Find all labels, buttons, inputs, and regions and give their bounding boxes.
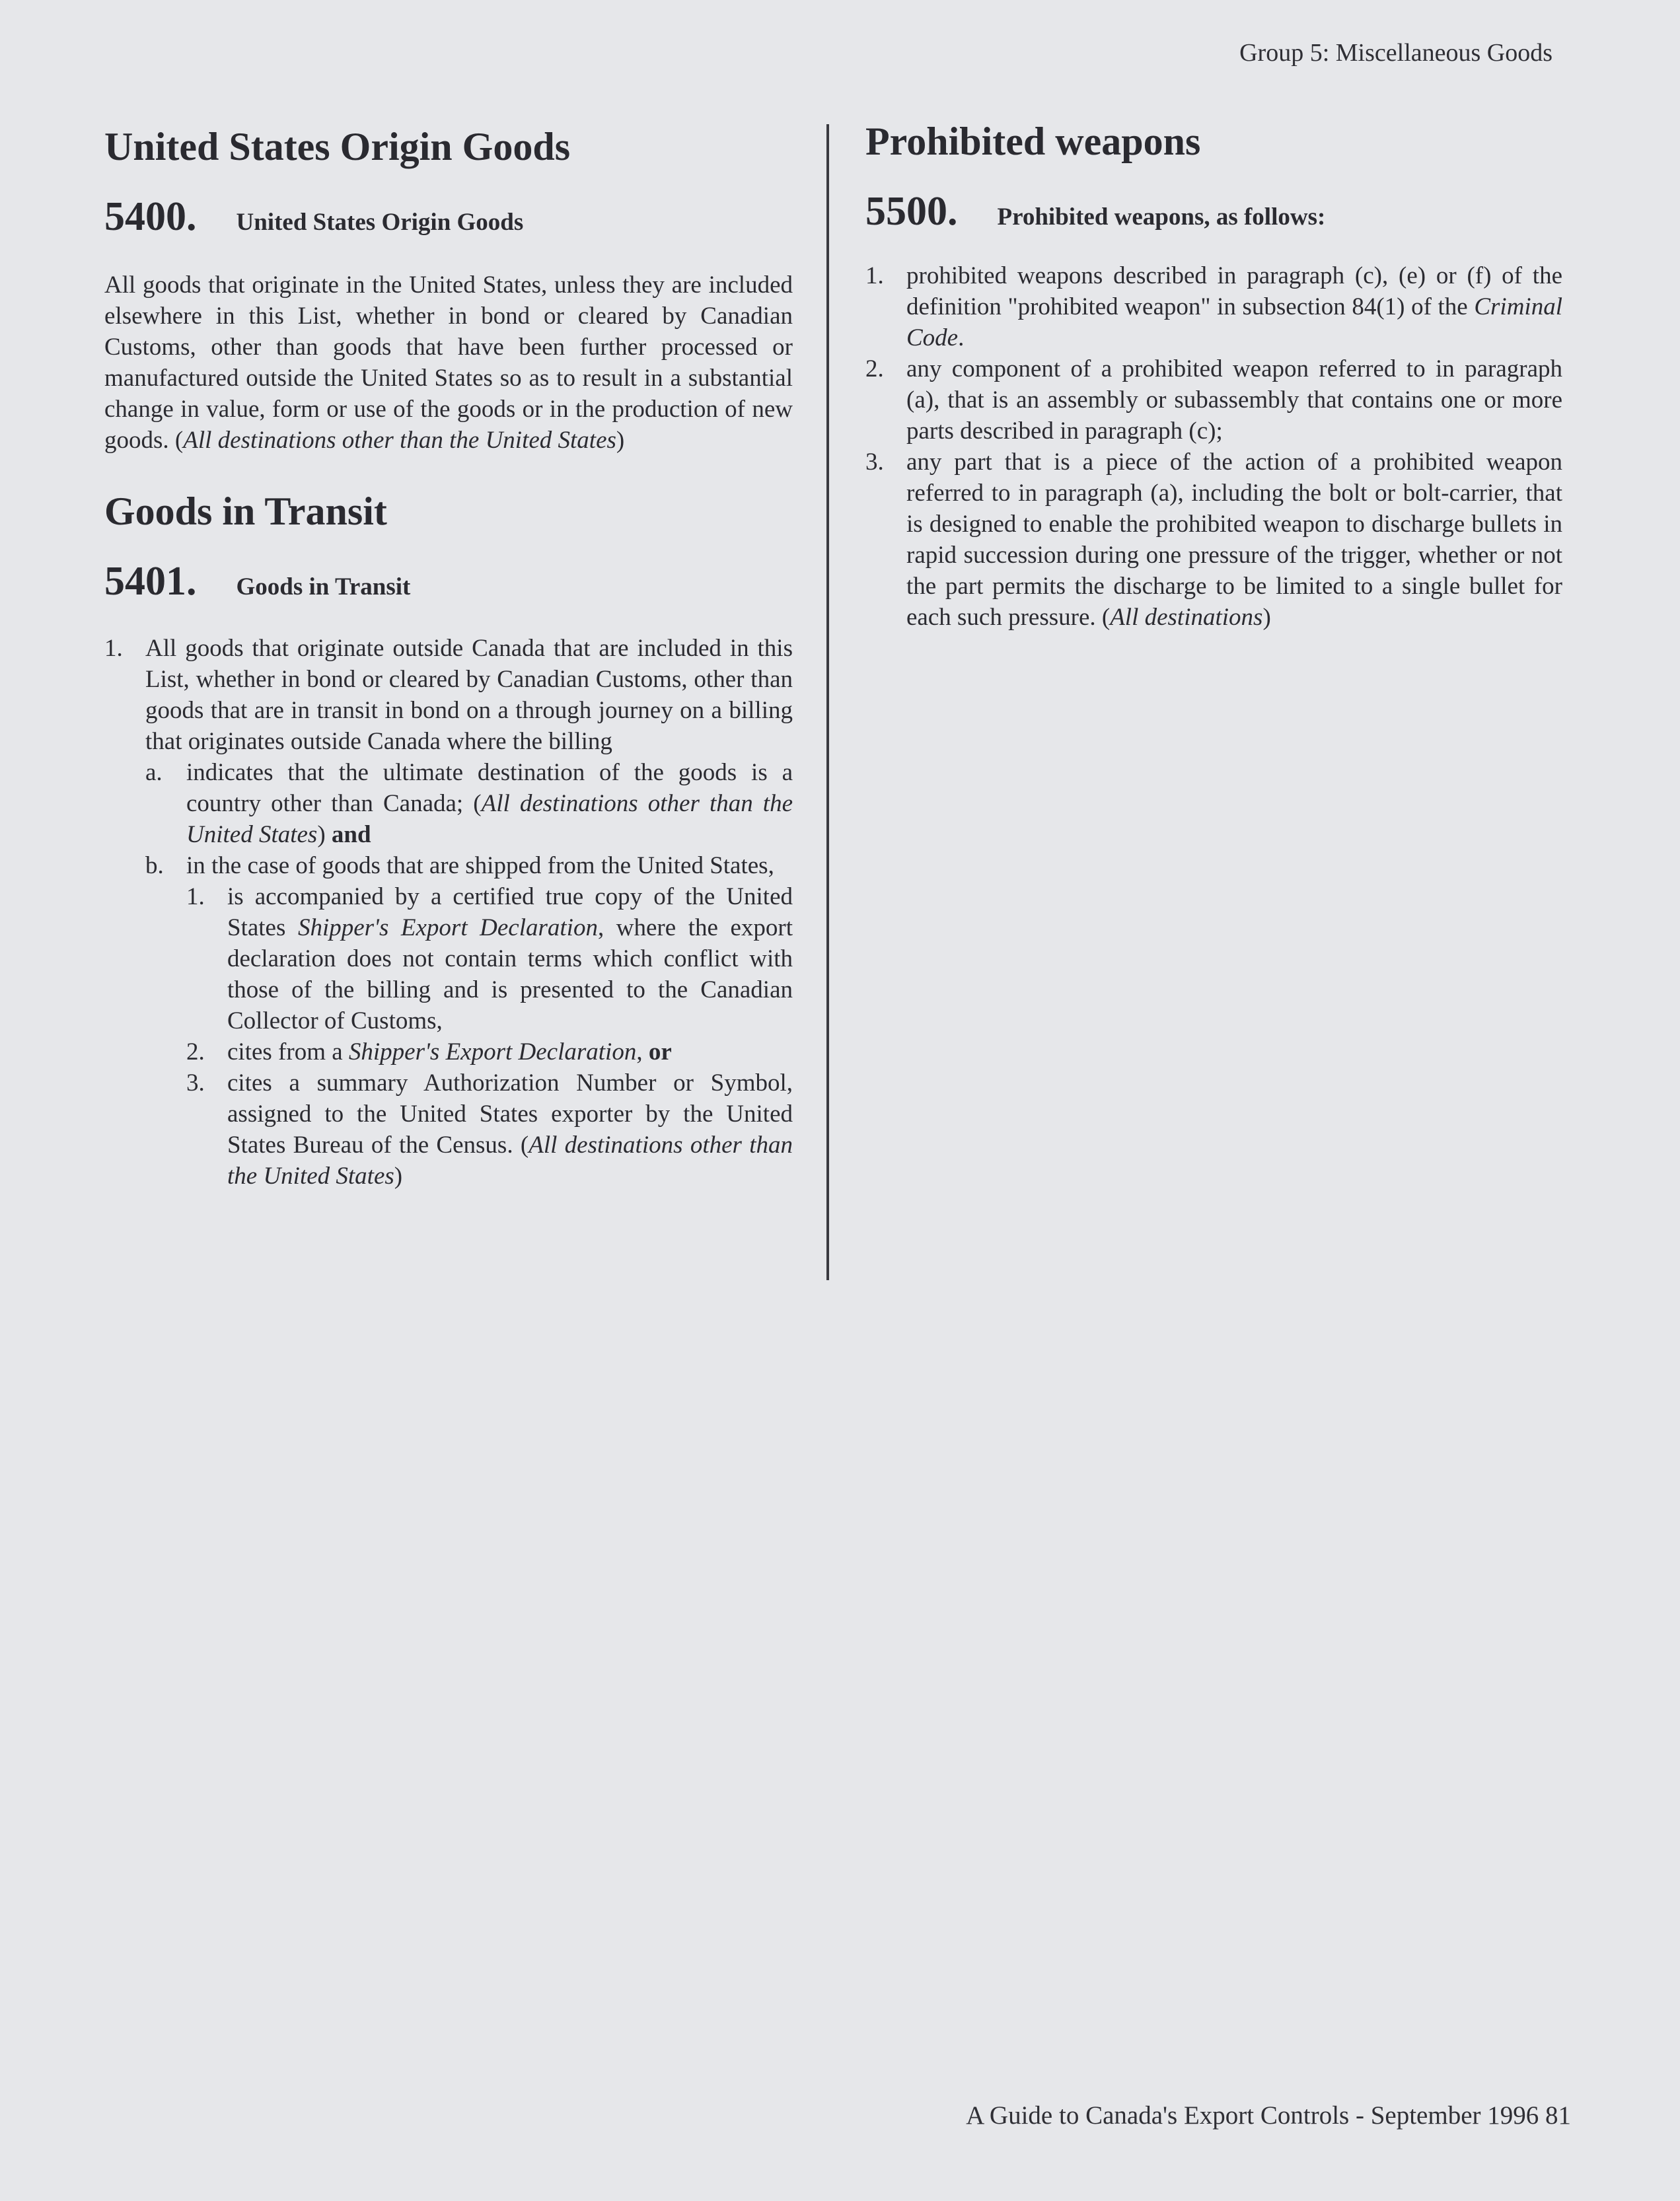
document-name: Shipper's Export Declaration (348, 1038, 637, 1065)
item-number: 1. (104, 635, 123, 662)
list-item (186, 1036, 793, 1067)
section-5500-list (865, 260, 1562, 633)
item-number: 1. (186, 883, 205, 910)
list-item (145, 757, 793, 850)
section-5400-text (104, 270, 793, 456)
paren-close: ) (394, 1163, 403, 1190)
item-text: All goods that originate outside Canada that are included in this List, whether in bond or cleared by Canadian Customs, other than goods that are in transit in bond on a through journey on a billing that originates outside Canada where the billing (145, 635, 793, 755)
heading-prohibited-weapons: Prohibited weapons (865, 120, 1201, 163)
list-item (186, 1067, 793, 1192)
body-text: All goods that originate in the United States, unless they are included elsewhere in this List, whether in bond or cleared by Canadian Customs, other than goods that have been further processed or manufactured outside the United States so as to result in a substantial change in value, form or use of the goods or in the production of new goods. ( (104, 271, 793, 454)
list-item (186, 881, 793, 1036)
heading-goods-in-transit: Goods in Transit (104, 489, 387, 533)
column-divider (826, 124, 829, 1280)
item-text: cites a summary Authorization Number or Symbol, assigned to the United States exporter by the United States Bureau of the Census. ( (227, 1069, 793, 1159)
section-number: 5400. (104, 194, 197, 239)
item-text: any component of a prohibited weapon referred to in paragraph (a), that is an assembly or subassembly that contains one or more parts described in paragraph (c); (906, 355, 1562, 445)
item-number: 3. (865, 449, 884, 476)
section-title: Prohibited weapons, as follows: (997, 203, 1326, 231)
list-item (865, 447, 1562, 633)
section-5400-head (104, 194, 793, 240)
destination-text: All destinations other than the United States (186, 790, 793, 848)
conjunction: and (325, 821, 371, 848)
right-column (865, 119, 1562, 633)
item-number: 2. (865, 355, 884, 382)
item-number: 3. (186, 1069, 205, 1097)
conjunction: or (642, 1038, 672, 1065)
item-number: 2. (186, 1038, 205, 1065)
item-text: in the case of goods that are shipped from the United States, (186, 852, 774, 879)
section-number: 5500. (865, 189, 958, 234)
section-5401-list (104, 633, 793, 1192)
item-text: indicates that the ultimate destination of the goods is a country other than Canada; ( (186, 759, 793, 817)
list-item (145, 850, 793, 1192)
running-head: Group 5: Miscellaneous Goods (1239, 39, 1552, 67)
section-number: 5401. (104, 559, 197, 604)
item-letter: b. (145, 852, 164, 879)
paren-close: ) (616, 427, 625, 454)
destination-text: All destinations (1110, 604, 1263, 631)
document-name: Criminal Code (906, 293, 1562, 351)
sublist (186, 881, 793, 1192)
page-footer: A Guide to Canada's Export Controls - September 1996 81 (966, 2101, 1571, 2130)
item-text: is accompanied by a certified true copy of the United States (227, 883, 793, 941)
paren-close: ) (1262, 604, 1271, 631)
heading-us-origin: United States Origin Goods (104, 125, 571, 168)
section-5401-head (104, 558, 793, 605)
list-item (865, 353, 1562, 447)
item-number: 1. (865, 262, 884, 289)
paren-close: ) (317, 821, 326, 848)
item-text: any part that is a piece of the action of a prohibited weapon referred to in paragraph (a), including the bolt or bolt-carrier, that is designed to enable the prohibited weapon to discharge bullets in rapid succession during one pressure of the trigger, whether or not the part permits the discharge to be limited to a single bullet for each such pressure. ( (906, 449, 1562, 631)
destination-text: All destinations other than the United States (183, 427, 616, 454)
destination-text: All destinations other than the United States (227, 1132, 793, 1190)
item-text: cites from a (227, 1038, 349, 1065)
section-title: Goods in Transit (236, 573, 411, 600)
item-text: , where the export declaration does not contain terms which conflict with those of the billing and is presented to the Canadian Collector of Customs, (227, 914, 793, 1034)
sublist (145, 757, 793, 1192)
list-item (865, 260, 1562, 353)
item-letter: a. (145, 759, 163, 786)
item-text: prohibited weapons described in paragraph (c), (e) or (f) of the definition "prohibited weapon" in subsection 84(1) of the (906, 262, 1562, 320)
left-column (104, 124, 793, 1192)
document-name: Shipper's Export Declaration (297, 914, 598, 941)
item-text: , (636, 1038, 643, 1065)
section-title: United States Origin Goods (236, 209, 524, 236)
list-item (104, 633, 793, 1192)
item-text: . (958, 324, 965, 351)
section-5500-head (865, 188, 1562, 235)
